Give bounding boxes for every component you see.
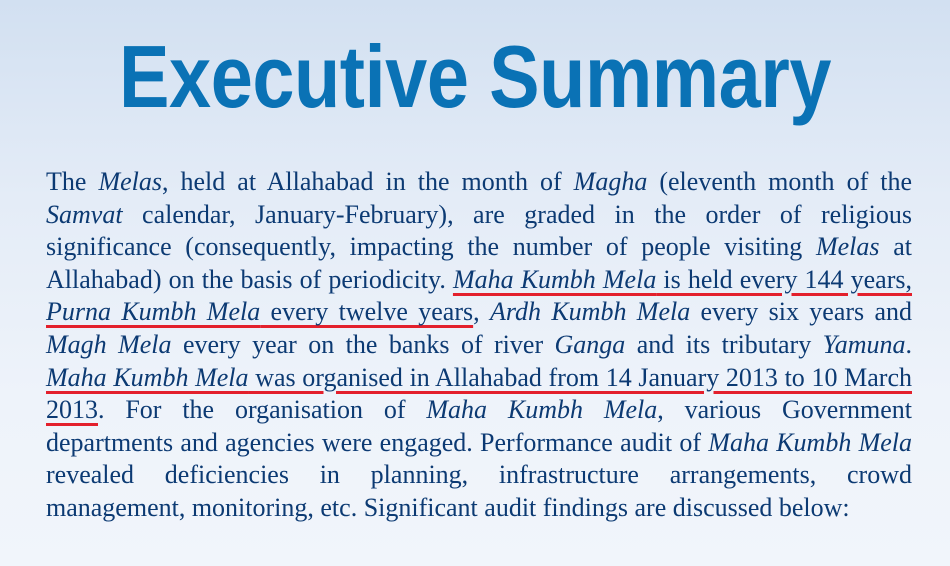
italic-term: Melas bbox=[98, 167, 162, 196]
text-run: revealed deficiencies in planning, infrastructure arrangements, crowd management, monitoring, etc. Significant audit findings are discussed below: bbox=[46, 460, 912, 522]
text-run: . bbox=[905, 329, 912, 359]
text-run: and its tributary bbox=[625, 329, 823, 359]
italic-term: Maha Kumbh Mela bbox=[426, 395, 658, 425]
italic-term: Maha Kumbh Mela bbox=[452, 264, 657, 294]
text-run: every year on the banks of river bbox=[171, 329, 555, 359]
italic-term: Yamuna bbox=[822, 329, 906, 359]
page-title: Executive Summary bbox=[118, 27, 832, 126]
italic-term: Maha Kumbh Mela bbox=[708, 427, 912, 457]
text-run: is held every 144 years, bbox=[656, 264, 912, 294]
text-run: , bbox=[473, 297, 490, 327]
text-run: was organised in Allahabad from 14 January 2013 to 10 March 2013 bbox=[46, 362, 912, 425]
summary-paragraph bbox=[46, 166, 912, 525]
italic-term: Ganga bbox=[554, 329, 626, 359]
text-run: calendar, January-February), are graded in the order of religious significance (consequently, impacting the number of people visiting bbox=[46, 199, 912, 262]
text-run: every six years and bbox=[690, 297, 913, 327]
text-run: (eleventh month of the bbox=[647, 167, 913, 196]
italic-term: Maha Kumbh Mela bbox=[46, 362, 249, 392]
text-run: , held at Allahabad in the month of bbox=[162, 167, 574, 196]
italic-term: Magha bbox=[573, 167, 648, 196]
text-run: every twelve years bbox=[260, 297, 474, 327]
italic-term: Melas bbox=[815, 232, 880, 262]
text-run: , various Government departments and agencies were engaged. Performance audit of bbox=[46, 395, 912, 457]
text-run: . For the organisation of bbox=[98, 395, 427, 425]
italic-term: Samvat bbox=[46, 199, 123, 229]
italic-term: Purna Kumbh Mela bbox=[46, 297, 261, 327]
text-run: at Allahabad) on the basis of periodicity. bbox=[46, 232, 912, 294]
text-run: The bbox=[46, 167, 99, 196]
italic-term: Magh Mela bbox=[46, 329, 172, 359]
italic-term: Ardh Kumbh Mela bbox=[489, 297, 691, 327]
